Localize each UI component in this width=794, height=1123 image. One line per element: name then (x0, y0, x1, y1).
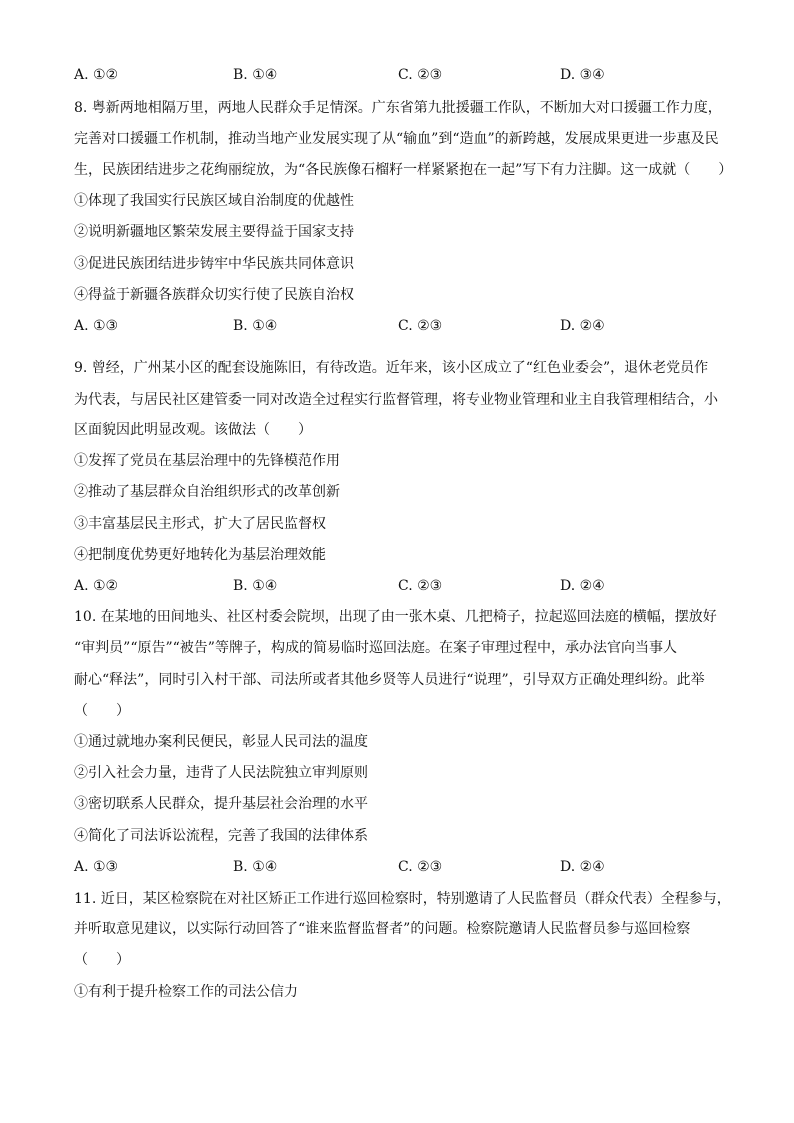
q9-statement-1: ①发挥了党员在基层治理中的先锋模范作用 (74, 453, 340, 469)
q8-options (74, 316, 724, 336)
q9-option-c: C. ②③ (398, 578, 443, 594)
q10-statement-1: ①通过就地办案利民便民，彰显人民司法的温度 (74, 734, 368, 750)
q10-options (74, 857, 724, 877)
q9-statement-3: ③丰富基层民主形式，扩大了居民监督权 (74, 516, 326, 532)
q9-option-b: B. ①④ (233, 578, 278, 594)
q11-stem-line-1: 11. 近日，某区检察院在对社区矫正工作进行巡回检察时，特别邀请了人民监督员（群众代表）全程参与， (74, 891, 731, 907)
q10-stem-line-3: 耐心“释法”，同时引入村干部、司法所或者其他乡贤等人员进行“说理”，引导双方正确处理纠纷。此举 (74, 672, 705, 688)
q7-option-b: B. ①④ (233, 67, 278, 83)
q8-statement-1: ①体现了我国实行民族区域自治制度的优越性 (74, 193, 354, 209)
q11-stem-line-2: 并听取意见建议，以实际行动回答了“谁来监督监督者”的问题。检察院邀请人民监督员参与巡回检察 (74, 921, 691, 937)
q10-statement-2: ②引入社会力量，违背了人民法院独立审判原则 (74, 765, 368, 781)
q8-option-b: B. ①④ (233, 318, 278, 334)
q8-stem-line-2: 完善对口援疆工作机制，推动当地产业发展实现了从“输血”到“造血”的新跨越，发展成果更进一步惠及民 (74, 131, 719, 147)
q10-option-b: B. ①④ (233, 859, 278, 875)
q8-stem-line-3: 生，民族团结进步之花绚丽绽放，为“各民族像石榴籽一样紧紧抱在一起”写下有力注脚。这一成就（ ） (74, 162, 733, 178)
q10-statement-3: ③密切联系人民群众，提升基层社会治理的水平 (74, 796, 368, 812)
q7-option-c: C. ②③ (398, 67, 443, 83)
q9-stem-line-1: 9. 曾经，广州某小区的配套设施陈旧，有待改造。近年来，该小区成立了“红色业委会”，退休老党员作 (74, 360, 709, 376)
q11-statement-1: ①有利于提升检察工作的司法公信力 (74, 984, 298, 1000)
q10-stem-line-2: “审判员”“原告”“被告”等牌子，构成的简易临时巡回法庭。在案子审理过程中，承办法官向当事人 (74, 640, 677, 656)
q10-stem-line-1: 10. 在某地的田间地头、社区村委会院坝，出现了由一张木桌、几把椅子，拉起巡回法庭的横幅，摆放好 (74, 609, 717, 625)
q10-statement-4: ④简化了司法诉讼流程，完善了我国的法律体系 (74, 828, 368, 844)
q8-stem-line-1: 8. 粤新两地相隔万里，两地人民群众手足情深。广东省第九批援疆工作队，不断加大对口援疆工作力度， (74, 100, 722, 116)
q9-option-a: A. ①② (74, 578, 119, 594)
q7-option-d: D. ③④ (560, 67, 605, 83)
q7-option-a: A. ①② (74, 67, 119, 83)
q9-statement-4: ④把制度优势更好地转化为基层治理效能 (74, 547, 326, 563)
q8-option-a: A. ①③ (74, 318, 119, 334)
q8-statement-2: ②说明新疆地区繁荣发展主要得益于国家支持 (74, 224, 354, 240)
q10-option-c: C. ②③ (398, 859, 443, 875)
q9-stem-line-3: 区面貌因此明显改观。该做法（ ） (74, 422, 312, 438)
q8-option-c: C. ②③ (398, 318, 443, 334)
q10-stem-line-4: （ ） (74, 703, 130, 719)
q8-option-d: D. ②④ (560, 318, 605, 334)
q10-option-d: D. ②④ (560, 859, 605, 875)
q11-stem-line-3: （ ） (74, 952, 130, 968)
q10-option-a: A. ①③ (74, 859, 119, 875)
q8-statement-3: ③促进民族团结进步铸牢中华民族共同体意识 (74, 256, 354, 272)
q9-option-d: D. ②④ (560, 578, 605, 594)
q7-options (74, 65, 724, 85)
q9-stem-line-2: 为代表，与居民社区建管委一同对改造全过程实行监督管理，将专业物业管理和业主自我管理相结合，小 (74, 392, 718, 408)
q8-statement-4: ④得益于新疆各族群众切实行使了民族自治权 (74, 287, 354, 303)
q9-options (74, 576, 724, 596)
q9-statement-2: ②推动了基层群众自治组织形式的改革创新 (74, 484, 340, 500)
